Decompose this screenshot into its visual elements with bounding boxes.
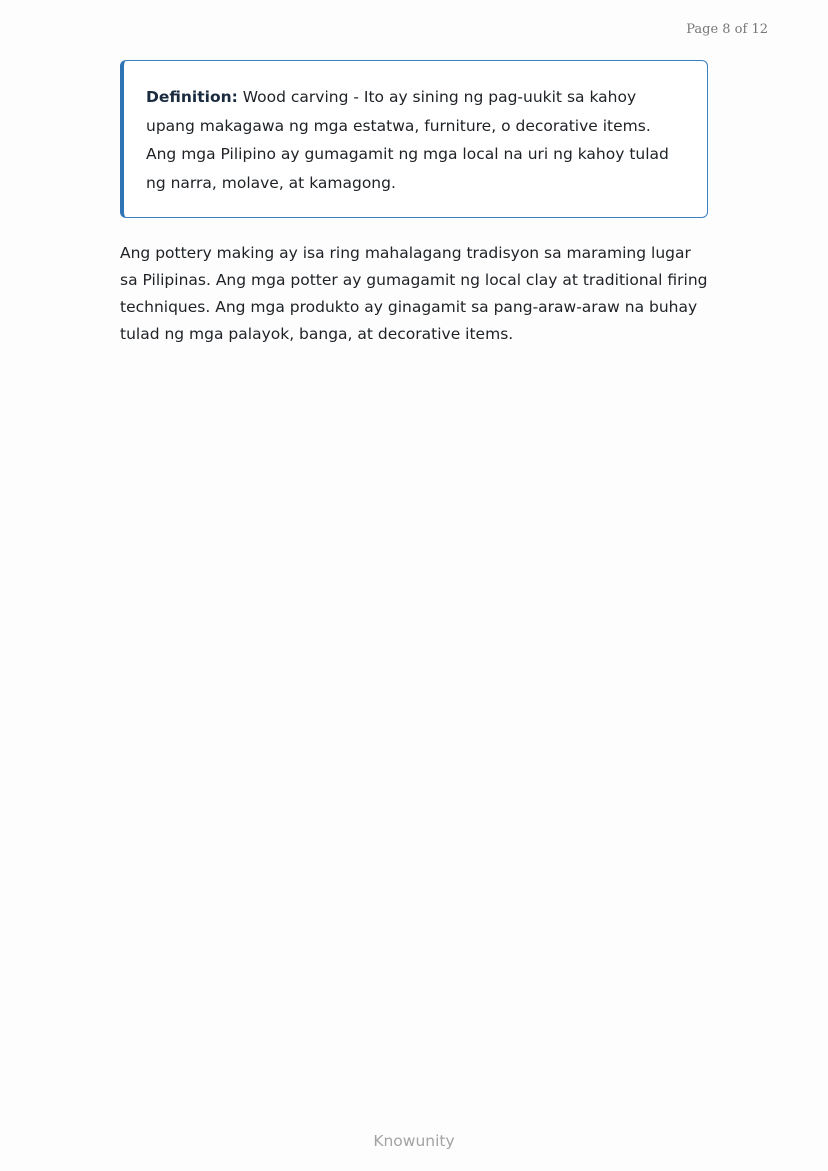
definition-callout <box>120 60 708 218</box>
definition-text <box>146 83 685 197</box>
footer-brand: Knowunity <box>373 1132 455 1150</box>
body-paragraph: Ang pottery making ay isa ring mahalagang tradisyon sa maraming lugar sa Pilipinas. Ang mga potter ay gumagamit ng local clay at traditional firing techniques. Ang mga produkto ay ginagamit sa pang-araw-araw na buhay tulad ng mga palayok, banga, at decorative items. <box>120 244 708 343</box>
definition-body: Wood carving - Ito ay sining ng pag-uukit sa kahoy upang makagawa ng mga estatwa, furniture, o decorative items. Ang mga Pilipino ay gumagamit ng mga local na uri ng kahoy tulad ng narra, molave, at kamagong. <box>146 88 669 192</box>
page-number: Page 8 of 12 <box>686 22 768 37</box>
definition-term: Definition: <box>146 88 238 106</box>
